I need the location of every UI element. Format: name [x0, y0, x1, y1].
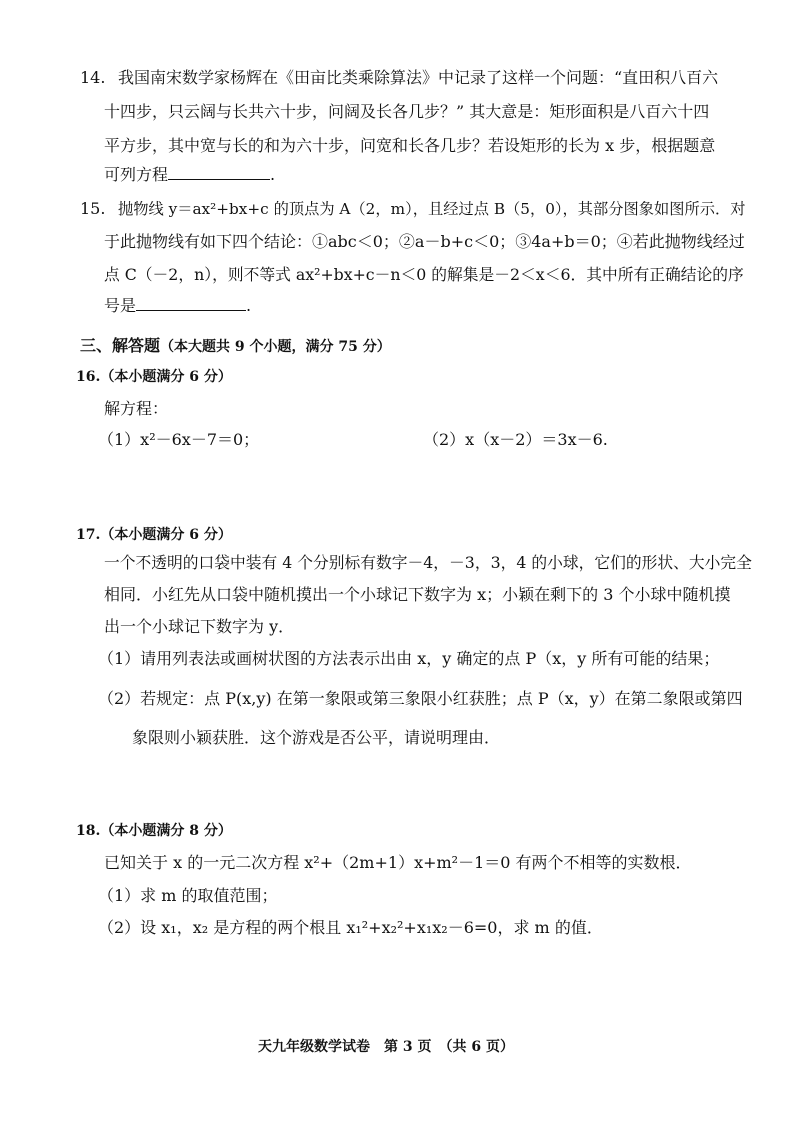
section-3-title: 三、解答题 — [80, 336, 161, 355]
q15-line-3: 点 C（－2，n），则不等式 ax²+bx+c－n＜0 的解集是－2＜x＜6．其中所有正确结论的序 — [104, 265, 744, 284]
q15-answer-blank — [136, 294, 246, 311]
q18-part-1: （1）求 m 的取值范围； — [98, 886, 278, 905]
q17-part-2-line-2: 象限则小颖获胜．这个游戏是否公平，请说明理由． — [132, 728, 501, 747]
q17-header: 17.（本小题满分 6 分） — [76, 527, 232, 543]
q17-line-1: 一个不透明的口袋中装有 4 个分别标有数字－4，－3，3，4 的小球，它们的形状、大小完全 — [104, 553, 752, 572]
q14-number: 14. — [80, 68, 106, 87]
q14-last-suffix: . — [270, 165, 276, 184]
q14-answer-blank — [168, 163, 270, 180]
q16-header: 16.（本小题满分 6 分） — [76, 369, 232, 385]
q15-number: 15. — [80, 199, 106, 218]
q14-line-3: 平方步，其中宽与长的和为六十步，问宽和长各几步？若设矩形的长为 x 步，根据题意 — [104, 136, 716, 155]
q15-line-2: 于此抛物线有如下四个结论：①abc＜0；②a－b+c＜0；③4a+b＝0；④若此抛物线经过 — [104, 232, 745, 251]
q18-header: 18.（本小题满分 8 分） — [76, 823, 232, 839]
q14-line-2: 十四步，只云阔与长共六十步，问阔及长各几步？” 其大意是：矩形面积是八百六十四 — [104, 102, 710, 121]
q17-line-3: 出一个小球记下数字为 y． — [104, 617, 295, 636]
q15-last-prefix: 号是 — [104, 296, 137, 315]
page-footer: 天九年级数学试卷 第 3 页 （共 6 页） — [258, 1039, 514, 1055]
q16-part-2: （2）x（x－2）＝3x－6. — [423, 430, 608, 449]
q18-part-2: （2）设 x₁，x₂ 是方程的两个根且 x₁²+x₂²+x₁x₂－6=0，求 m 的值． — [98, 918, 603, 937]
q15-line-1: 抛物线 y＝ax²+bx+c 的顶点为 A（2，m），且经过点 B（5，0），其部分图象如图所示．对 — [118, 200, 746, 218]
q17-part-1: （1）请用列表法或画树状图的方法表示出由 x，y 确定的点 P（x，y 所有可能的结果； — [98, 649, 720, 668]
q14-last-prefix: 可列方程 — [104, 165, 169, 184]
q16-part-1: （1）x²－6x－7＝0； — [98, 430, 260, 449]
q14-line-1: 我国南宋数学家杨辉在《田亩比类乘除算法》中记录了这样一个问题：“直田积八百六 — [118, 68, 719, 87]
section-3-note: （本大题共 9 个小题，满分 75 分） — [160, 339, 391, 355]
section-3-heading — [80, 336, 391, 357]
q15-last-suffix: . — [246, 296, 252, 315]
q17-part-2-line-1: （2）若规定：点 P(x,y) 在第一象限或第三象限小红获胜；点 P（x，y）在第二象限或第四 — [98, 689, 743, 708]
q15-line-4 — [104, 294, 251, 316]
q16-instruction: 解方程： — [104, 399, 169, 418]
q14-line-4 — [104, 163, 275, 185]
q17-line-2: 相同．小红先从口袋中随机摸出一个小球记下数字为 x；小颖在剩下的 3 个小球中随机摸 — [104, 585, 731, 604]
q18-statement: 已知关于 x 的一元二次方程 x²+（2m+1）x+m²－1＝0 有两个不相等的实数根． — [104, 853, 692, 872]
